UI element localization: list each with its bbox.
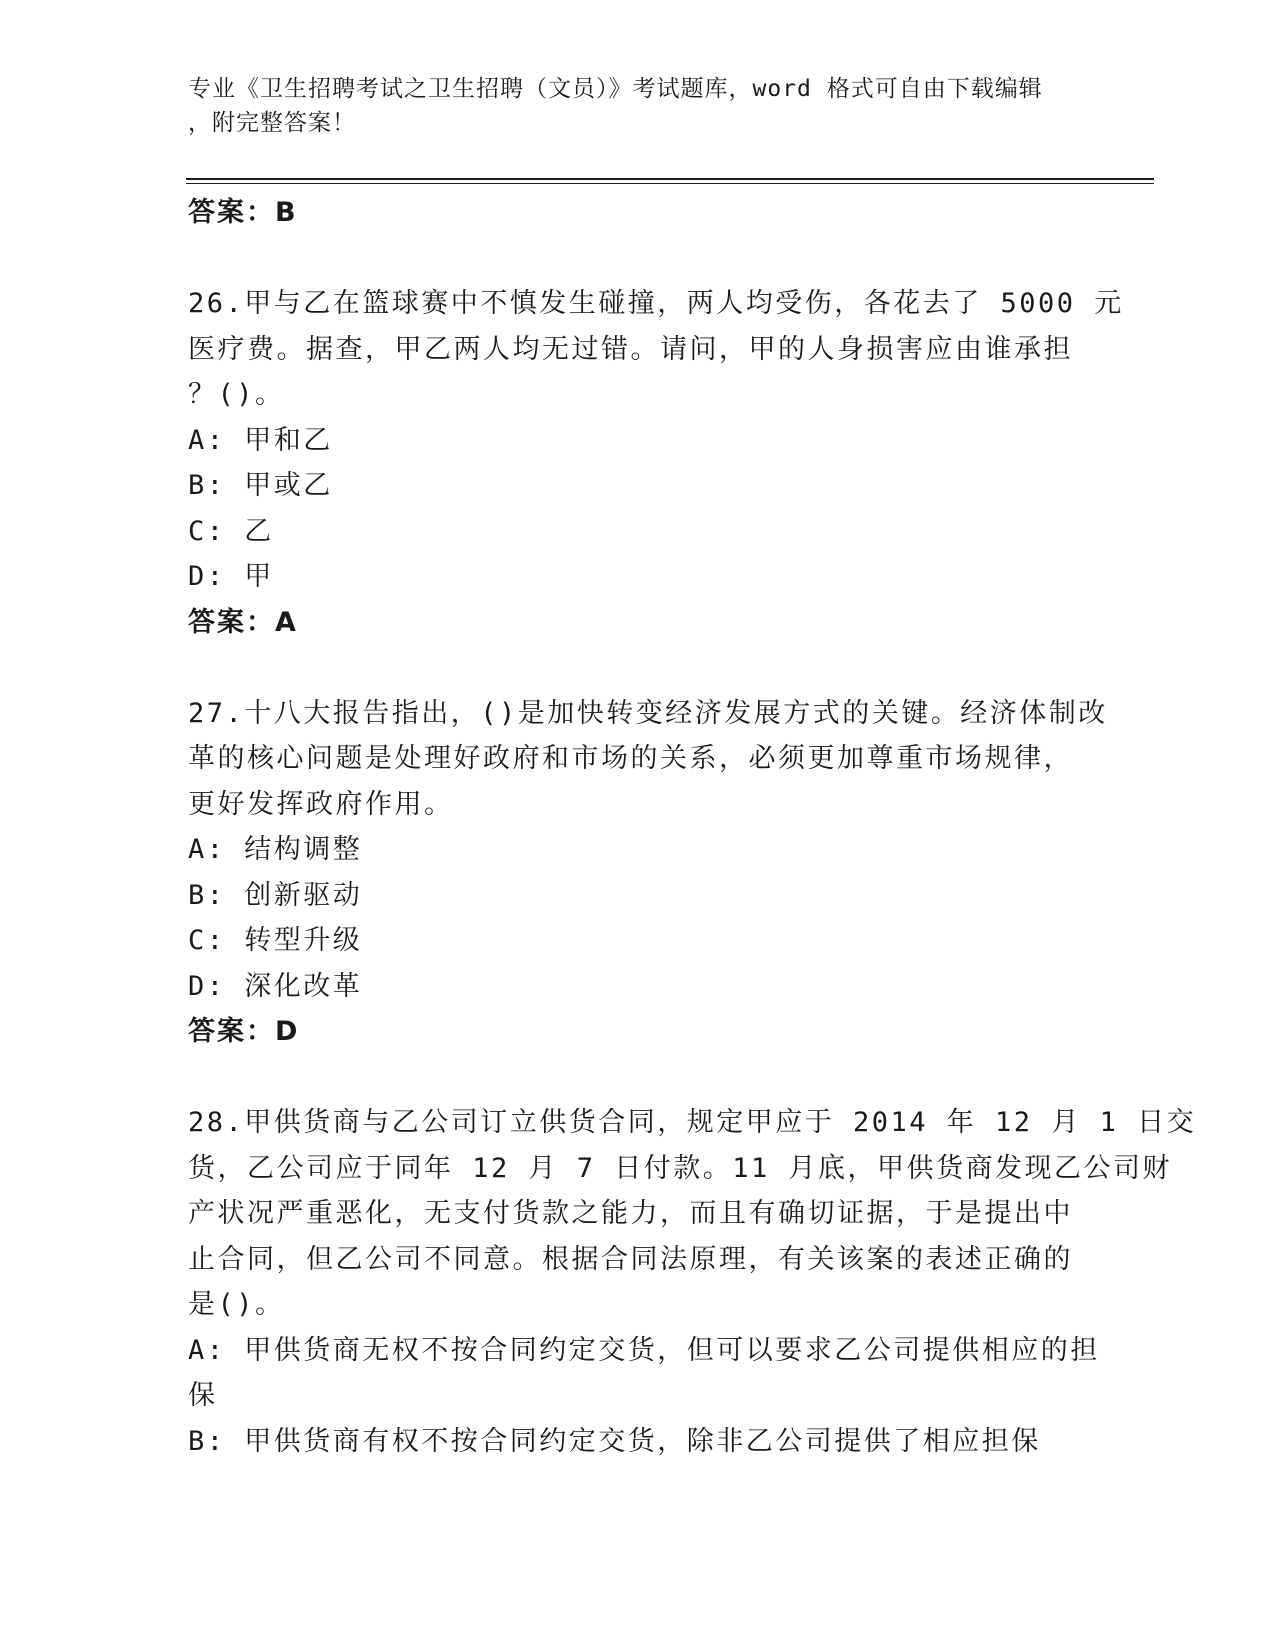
question-item (188, 1100, 1197, 1464)
option-line: A: 结构调整 (188, 834, 363, 865)
header-text-line: 专业《卫生招聘考试之卫生招聘（文员）》考试题库，word 格式可自由下载编辑 (188, 76, 1043, 102)
question-text-line: 产状况严重恶化，无支付货款之能力，而且有确切证据，于是提出中 (188, 1198, 1073, 1229)
question-text-line: 27.十八大报告指出，()是加快转变经济发展方式的关键。经济体制改 (188, 697, 1108, 729)
option-line: D: 甲 (188, 561, 274, 592)
question-text-line: 货，乙公司应于同年 12 月 7 日付款。11 月底，甲供货商发现乙公司财 (188, 1152, 1173, 1184)
option-line: B: 甲或乙 (188, 470, 333, 501)
answer-line: 答案：A (188, 606, 298, 638)
question-text-line: 革的核心问题是处理好政府和市场的关系，必须更加尊重市场规律， (188, 743, 1073, 774)
question-text-line: 是()。 (188, 1289, 285, 1320)
option-line: B: 创新驱动 (188, 879, 363, 911)
question-text-line: ？()。 (188, 379, 285, 410)
option-line: C: 转型升级 (188, 925, 363, 956)
header-divider (186, 183, 1154, 184)
option-line: D: 深化改革 (188, 970, 363, 1002)
option-line: C: 乙 (188, 515, 274, 547)
header-divider (186, 178, 1154, 180)
option-line: 保 (188, 1380, 218, 1411)
question-text-line: 28.甲供货商与乙公司订立供货合同，规定甲应于 2014 年 12 月 1 日交 (188, 1107, 1197, 1138)
question-item (188, 281, 1124, 645)
option-line: B: 甲供货商有权不按合同约定交货，除非乙公司提供了相应担保 (188, 1425, 1041, 1457)
question-list (188, 190, 1197, 1464)
question-item (188, 691, 1108, 1055)
option-line: A: 甲供货商无权不按合同约定交货，但可以要求乙公司提供相应的担 (188, 1334, 1100, 1366)
option-line: A: 甲和乙 (188, 424, 333, 456)
header-text-line: ，附完整答案！ (188, 110, 356, 136)
question-text-line: 26.甲与乙在篮球赛中不慎发生碰撞，两人均受伤，各花去了 5000 元 (188, 288, 1124, 319)
question-text-line: 更好发挥政府作用。 (188, 788, 454, 820)
answer-line: 答案：D (188, 1016, 300, 1047)
answer-line: 答案：B (188, 197, 298, 228)
spacer (188, 1055, 1088, 1101)
spacer (188, 645, 1088, 691)
spacer (188, 236, 1088, 282)
question-text-line: 止合同，但乙公司不同意。根据合同法原理，有关该案的表述正确的 (188, 1243, 1073, 1275)
question-text-line: 医疗费。据查，甲乙两人均无过错。请问，甲的人身损害应由谁承担 (188, 333, 1073, 365)
page-header (188, 72, 1068, 140)
